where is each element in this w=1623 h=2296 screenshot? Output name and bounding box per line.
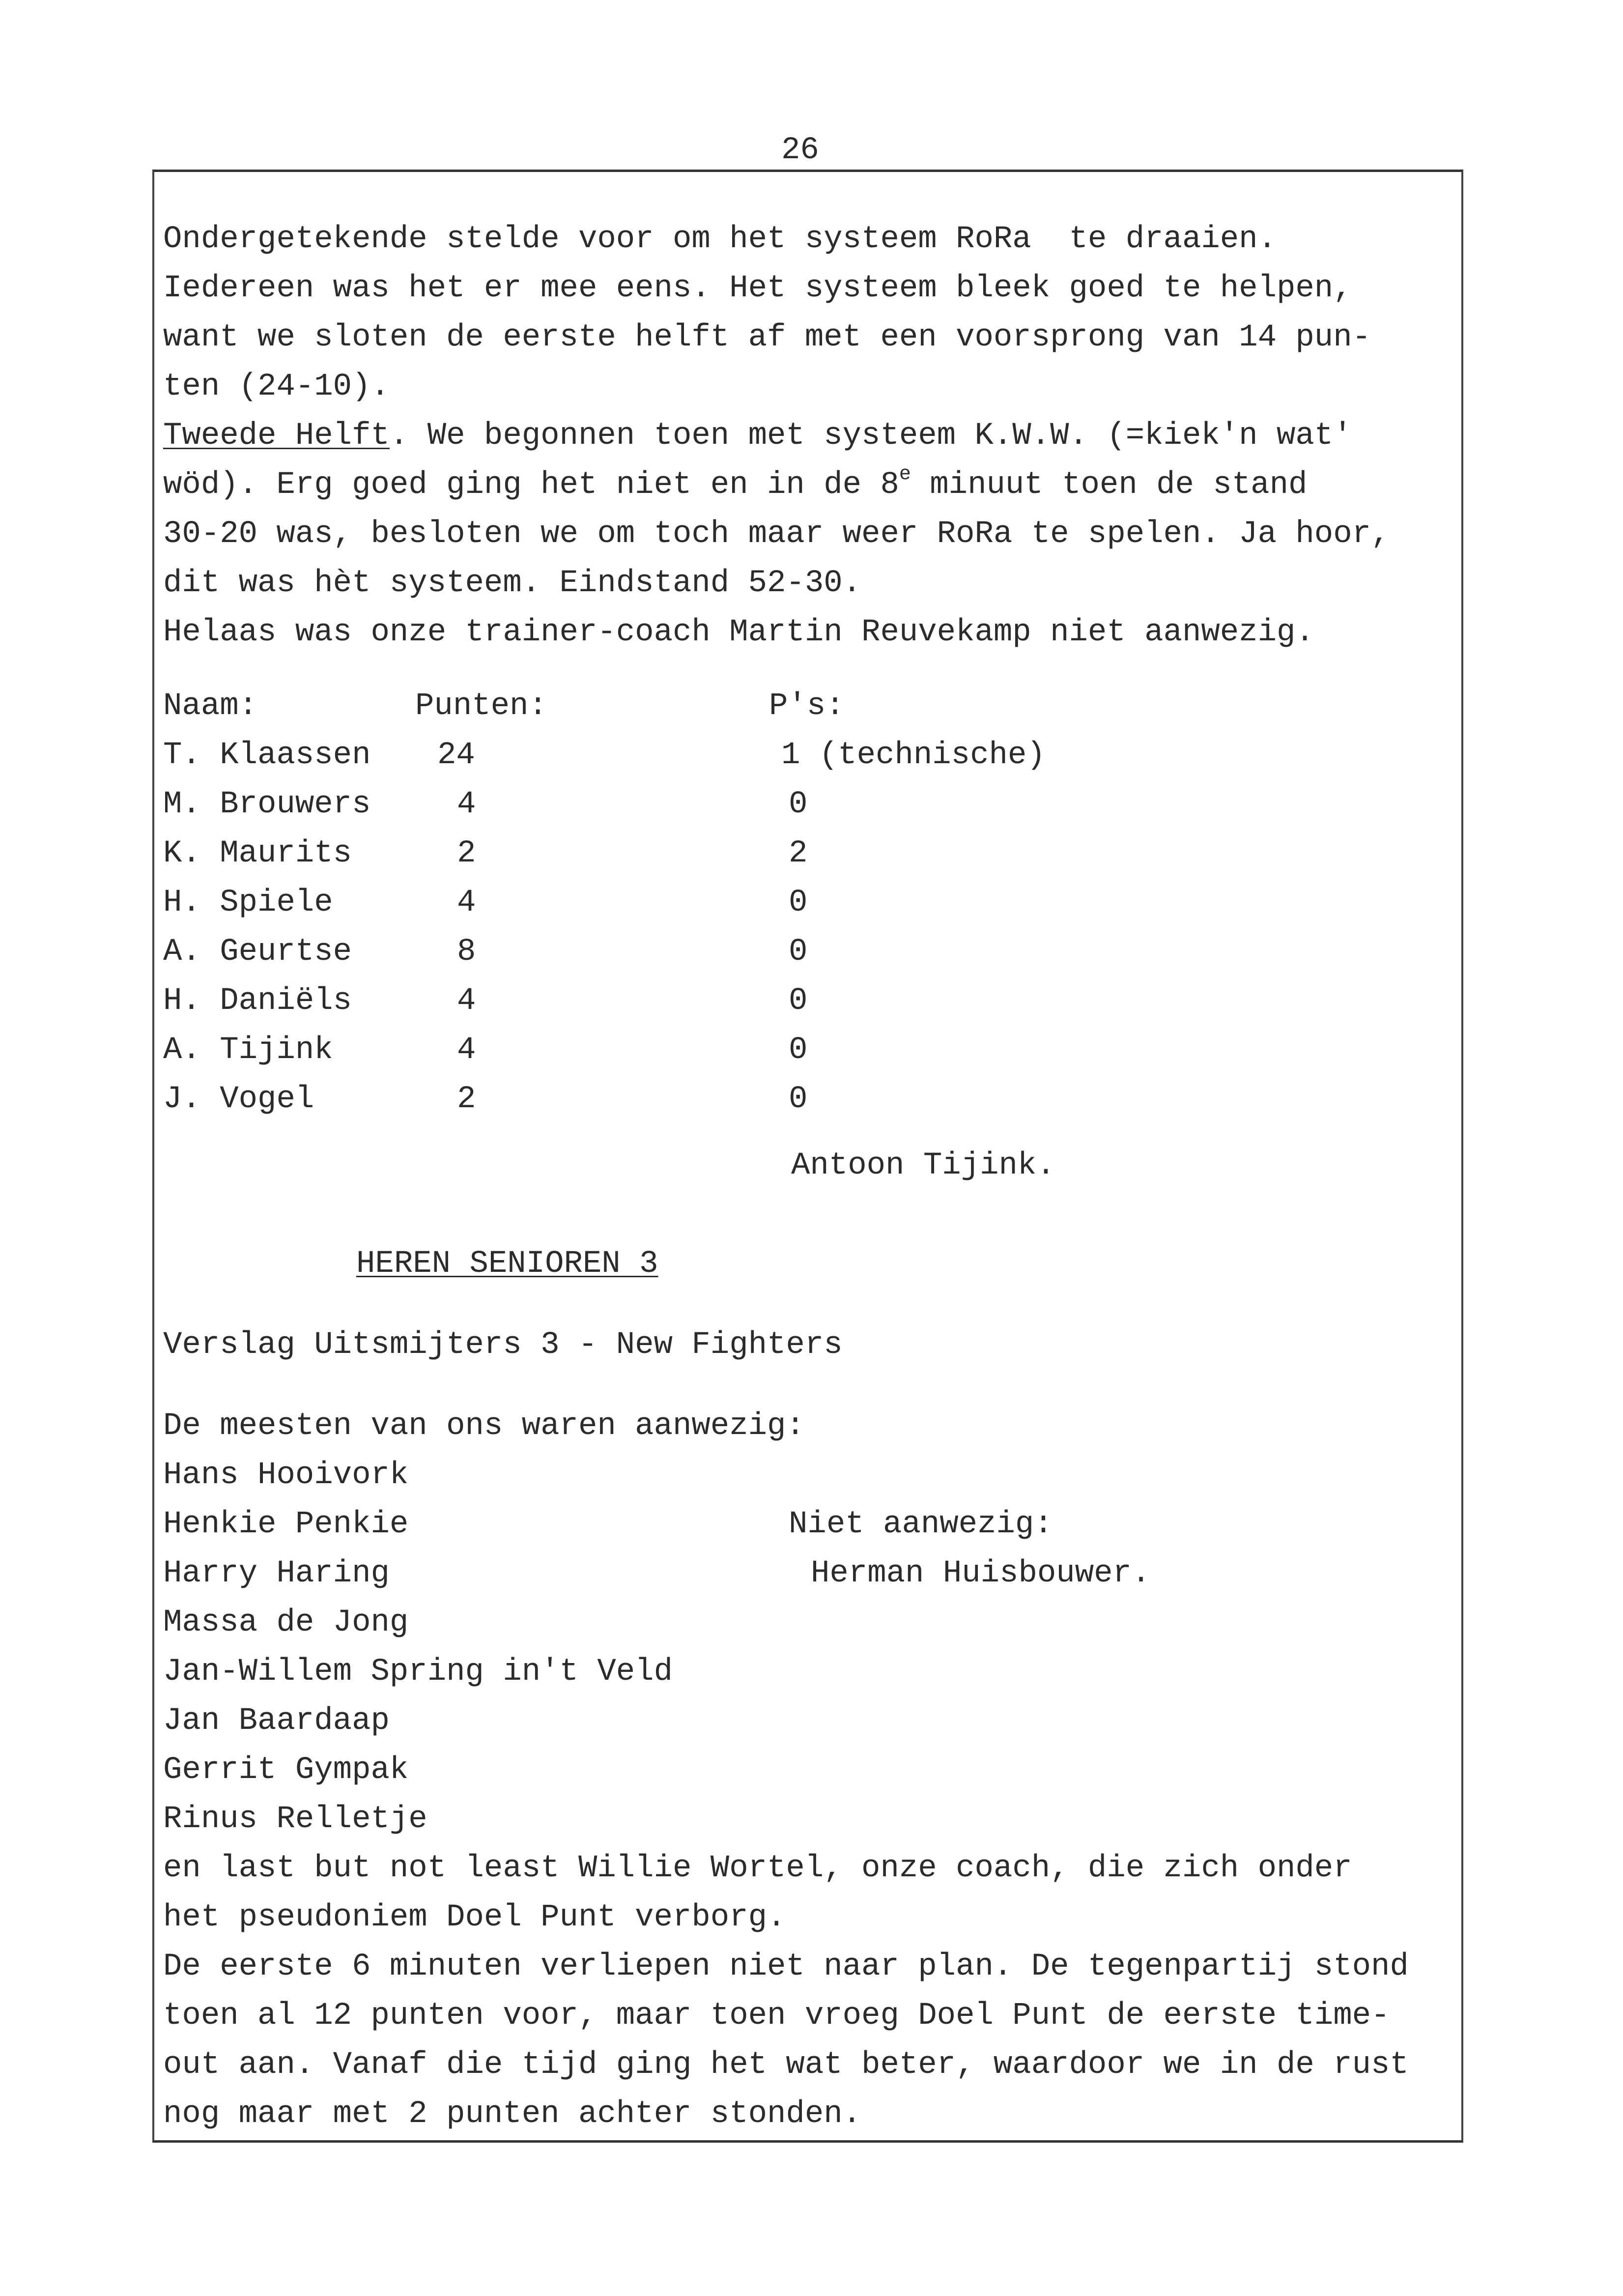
closing-line-5: out aan. Vanaf die tijd ging het wat beter, waardoor we in de rust [163,2047,1409,2083]
report-line-7: 30-20 was, besloten we om toch maar weer RoRa te spelen. Ja hoor, [163,517,1390,552]
absent-label: Niet aanwezig: [789,1507,1053,1542]
table-header-name: Naam: [163,689,258,724]
table-row-points: 4 [457,983,476,1019]
table-row-points: 8 [457,934,476,970]
present-member: Hans Hooivork [163,1458,409,1493]
report-line-2: Iedereen was het er mee eens. Het systeem bleek goed te helpen, [163,271,1352,306]
signature: Antoon Tijink. [791,1148,1055,1183]
report-line-1: Ondergetekende stelde voor om het systeem RoRa te draaien. [163,222,1277,257]
table-row-ps: 0 [789,1033,808,1068]
table-row-points: 2 [457,1082,476,1117]
closing-line-6: nog maar met 2 punten achter stonden. [163,2096,862,2132]
table-row-name: M. Brouwers [163,787,371,822]
report-line-5-rest: . We begonnen toen met systeem K.W.W. (=kiek'n wat' [389,418,1352,454]
table-row-ps: 0 [789,983,808,1019]
table-row-ps: 0 [789,787,808,822]
table-row-points: 4 [457,885,476,920]
table-row-name: J. Vogel [163,1082,314,1117]
section-heading: HEREN SENIOREN 3 [356,1246,658,1282]
closing-line-4: toen al 12 punten voor, maar toen vroeg Doel Punt de eerste time- [163,1998,1390,2034]
present-member: Jan Baardaap [163,1703,390,1739]
attendance-intro: De meesten van ons waren aanwezig: [163,1408,805,1444]
table-row-points: 4 [457,1033,476,1068]
present-member: Jan-Willem Spring in't Veld [163,1654,673,1690]
table-row-points: 4 [457,787,476,822]
table-header-ps: P's: [769,689,845,724]
report-line-9: Helaas was onze trainer-coach Martin Reuvekamp niet aanwezig. [163,615,1314,650]
absent-member: Herman Huisbouwer. [811,1556,1151,1591]
present-member: Rinus Relletje [163,1802,427,1837]
table-row-name: A. Geurtse [163,934,352,970]
present-member: Gerrit Gympak [163,1752,409,1788]
table-row-name: H. Daniëls [163,983,352,1019]
table-row-points: 24 [437,738,475,773]
closing-line-1: en last but not least Willie Wortel, onze coach, die zich onder [163,1851,1352,1886]
table-row-ps: 0 [789,1082,808,1117]
present-member: Massa de Jong [163,1605,409,1640]
table-row-name: K. Maurits [163,836,352,871]
second-half-heading: Tweede Helft [163,418,390,454]
table-row-points: 2 [457,836,476,871]
report-line-6-b: minuut toen de stand [911,467,1308,503]
closing-line-2: het pseudoniem Doel Punt verborg. [163,1900,786,1935]
table-row-ps: 1 (technische) [781,738,1046,773]
present-member: Henkie Penkie [163,1507,409,1542]
table-row-ps: 0 [789,934,808,970]
page-number: 26 [781,133,819,168]
table-row-ps: 0 [789,885,808,920]
report-line-6 [163,463,1308,503]
report-line-6-a: wöd). Erg goed ging het niet en in de 8 [163,467,899,503]
table-row-name: T. Klaassen [163,738,371,773]
report-line-4: ten (24-10). [163,369,390,404]
report-line-5 [163,420,1352,452]
table-row-ps: 2 [789,836,808,871]
report-line-3: want we sloten de eerste helft af met een voorsprong van 14 pun- [163,320,1371,355]
table-row-name: H. Spiele [163,885,333,920]
table-header-points: Punten: [415,689,547,724]
report-line-8: dit was hèt systeem. Eindstand 52-30. [163,566,862,601]
ordinal-superscript: e [899,463,911,486]
table-row-name: A. Tijink [163,1033,333,1068]
closing-line-3: De eerste 6 minuten verliepen niet naar plan. De tegenpartij stond [163,1949,1409,1984]
present-member: Harry Haring [163,1556,390,1591]
report-title: Verslag Uitsmijters 3 - New Fighters [163,1327,843,1363]
